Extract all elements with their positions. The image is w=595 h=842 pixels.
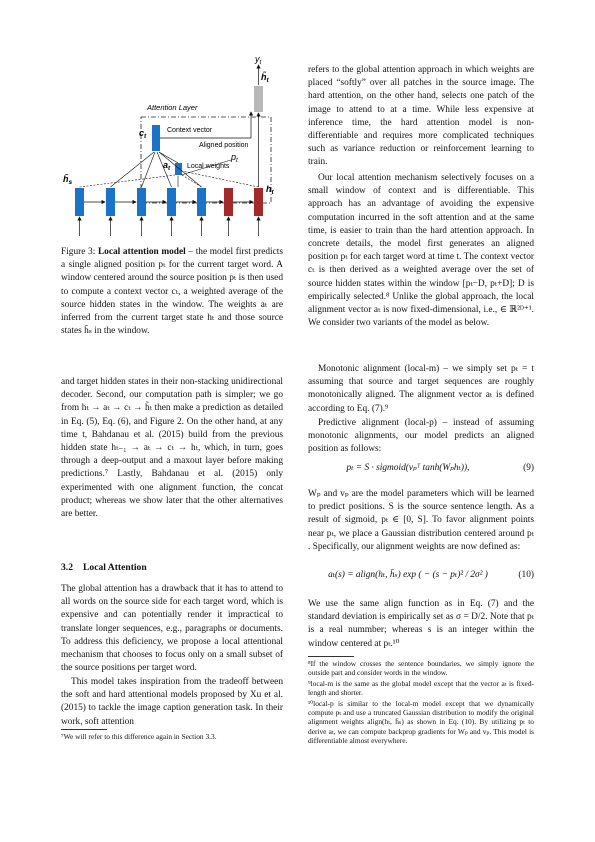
- pt-symbol: $p_t$: [231, 152, 238, 164]
- equation-9-expression: pₜ = S · sigmoid(vₚᵀ tanh(Wₚhₜ)),: [346, 463, 470, 473]
- footnote-rule: [61, 729, 107, 730]
- context-vector: [152, 125, 160, 151]
- right-paragraph-1: refers to the global attention approach in which weights are placed “softly” over all patches in the source image. The hard attention, on the other hand, selects one patch of the image to attend to at a time. While less expensive at inference time, the hard attention model is non-differentiable and requires more complicated techniques such as variance reduction or reinforcement learning to train.: [308, 65, 534, 168]
- right-paragraph-6: We use the same align function as in Eq. (7) and the standard deviation is empirically set as σ = D/2. Note that pₜ is a real nummber; whereas s is an integer within the window centered at pₜ.¹⁰: [308, 599, 534, 649]
- footnote-8: ⁸If the window crosses the sentence boundaries, we simply ignore the outside part and consider words in the window.: [308, 659, 534, 678]
- source-state: [106, 188, 115, 216]
- right-paragraph-2: Our local attention mechanism selectively focuses on a small window of context and is differentiable. This approach has an advantage of avoiding the expensive computation incurred in the soft attention and at the same time, is easier to train than the hard attention approach. In concrete details, the model first generates an aligned position pₜ for each target word at time t. The context vector cₜ is then derived as a weighted average over the set of source hidden states within the window [pₜ−D, pₜ+D]; D is empirically selected.⁸ Unlike the global approach, the local alignment vector aₜ is now fixed-dimensional, i.e., ∈ ℝ²ᴰ⁺¹. We consider two variants of the model as below.: [308, 173, 534, 329]
- caption-title: Local attention model: [97, 247, 186, 257]
- target-state: [224, 188, 233, 216]
- local-attention-figure: [61, 54, 283, 246]
- htilde-symbol: $h̃_t$: [261, 72, 269, 84]
- left-paragraph-2: The global attention has a drawback that it has to attend to all words on the source side for each target word, which is expensive and can potentially render it impractical to translate longer sequences, e.g., paragraphs or documents. To address this deficiency, we propose a local attentional mechanism that chooses to focus only on a small subset of the source positions per target word.: [61, 584, 283, 674]
- figure-caption: [61, 246, 283, 338]
- source-state: [197, 188, 206, 216]
- equation-9-tag: (9): [523, 463, 534, 473]
- source-state: [137, 188, 146, 216]
- target-state: [254, 188, 263, 216]
- footnote-rule: [308, 656, 354, 657]
- left-paragraph-1: and target hidden states in their non-stacking unidirectional decoder. Second, our computation path is simpler; we go from hₜ → aₜ → cₜ → h̃ₜ then make a prediction as detailed in Eq. (5), Eq. (6), and Figure 2. On the other hand, at any time t, Bahdanau et al. (2015) build from the previous hidden state hₜ₋₁ → aₜ → cₜ → hₜ, which, in turn, goes through a deep-output and a maxout layer before making predictions.⁷ Lastly, Bahdanau et al. (2015) only experimented with one alignment function, the concat product; whereas we show later that the other alternatives are better.: [61, 377, 283, 520]
- right-paragraph-5: Wₚ and vₚ are the model parameters which will be learned to predict positions. S is the source sentence length. As a result of sigmoid, pₜ ∈ [0, S]. To favor alignment points near pₜ, we place a Gaussian distribution centered around pₜ . Specifically, our alignment weights are now defined as:: [308, 489, 534, 552]
- source-state: [75, 188, 84, 216]
- equation-10-tag: (10): [518, 570, 534, 580]
- local-weights: [175, 163, 182, 175]
- right-paragraph-4: Predictive alignment (local-p) – instead of assuming monotonic alignments, our model predicts an aligned position as follows:: [308, 418, 534, 455]
- ht-symbol: $h_t$: [266, 184, 274, 196]
- source-state: [167, 188, 176, 216]
- equation-9: [308, 461, 534, 475]
- footnote-9: ⁹local-m is the same as the global model except that the vector aₜ is fixed-length and shorter.: [308, 679, 534, 698]
- at-symbol: $a_t$: [163, 160, 171, 172]
- footnote-7: ⁷We will refer to this difference again in Section 3.3.: [61, 732, 217, 741]
- hs-symbol: $h̄_s$: [63, 174, 73, 186]
- ct-symbol: $c_t$: [139, 128, 147, 140]
- attention-layer-label: Attention Layer: [147, 103, 198, 112]
- local-weights-label: Local weights: [187, 163, 230, 170]
- attentional-hidden-state: [254, 86, 263, 112]
- yt-symbol: $y_t$: [255, 54, 262, 66]
- equation-10-expression: aₜ(s) = align(hₜ, h̄ₛ) exp ( − (s − pₜ)² / 2σ² ): [328, 570, 488, 580]
- section-heading: [61, 562, 283, 573]
- section-number: 3.2: [61, 562, 73, 573]
- caption-body: – the model first predicts a single aligned position pₜ for the current target word. A window centered around the source position pₜ is then used to compute a context vector cₜ, a weighted average of the source hidden states in the window. The weights aₜ are inferred from the current target state hₜ and those source states h̄ₛ in the window.: [61, 247, 284, 337]
- context-vector-label: Context vector: [167, 127, 213, 134]
- equation-10: [308, 568, 534, 582]
- right-paragraph-3: Monotonic alignment (local-m) – we simply set pₜ = t assuming that source and target sequences are roughly monotonically aligned. The alignment vector aₜ is defined according to Eq. (7).⁹: [308, 364, 534, 414]
- aligned-position-label: Aligned position: [199, 142, 249, 149]
- footnote-10: ¹⁰local-p is similar to the local-m model except that we dynamically compute pₜ and use a truncated Gaussian distribution to modify the original alignment weights align(hₜ, h̄ₛ) as shown in Eq. (10). By utilizing pₜ to derive aₜ, we can compute backprop gradients for Wₚ and vₚ. This model is differentiable almost everywhere.: [308, 699, 534, 745]
- left-paragraph-3: This model takes inspiration from the tradeoff between the soft and hard attentional models proposed by Xu et al. (2015) to tackle the image caption generation task. In their work, soft attention: [61, 677, 283, 727]
- section-title: Local Attention: [83, 562, 147, 573]
- caption-prefix: Figure 3:: [61, 247, 96, 257]
